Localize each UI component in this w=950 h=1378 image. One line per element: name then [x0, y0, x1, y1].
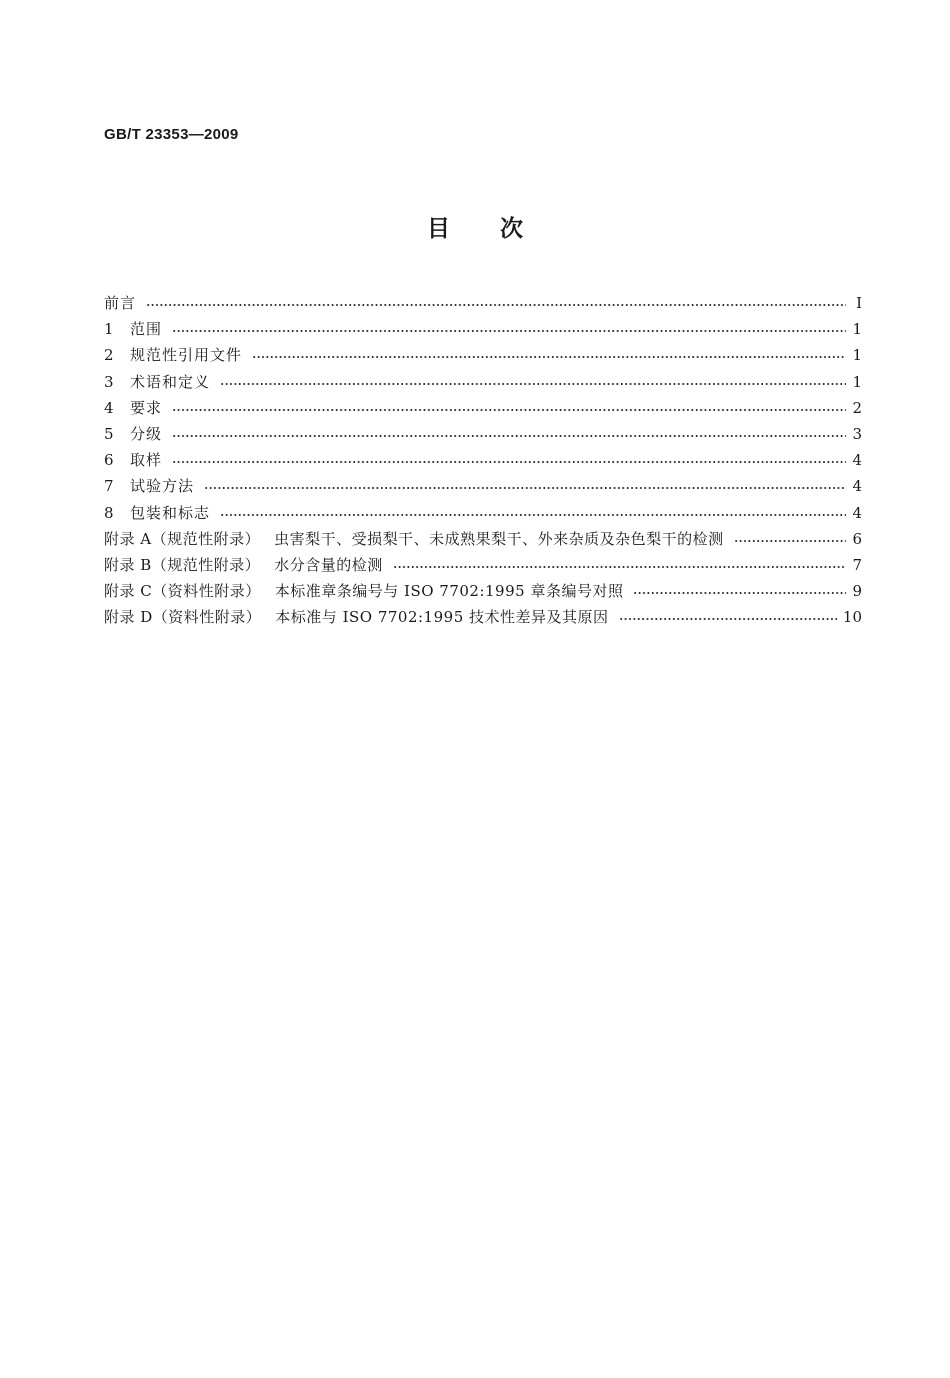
standard-code: GB/T 23353—2009: [104, 126, 239, 143]
toc-entry-8[interactable]: [104, 500, 862, 526]
dot-leader: [172, 330, 846, 332]
toc-entry-number: 3: [104, 372, 114, 391]
toc-entry-appendix-a[interactable]: [104, 526, 862, 552]
toc-entry-appendix-c[interactable]: [104, 578, 862, 604]
toc-entry-label: 要求: [130, 398, 163, 417]
toc-entry-label: 范围: [130, 320, 163, 339]
toc-entry-page: 10: [842, 608, 862, 627]
appendix-title: 本标准与 ISO 7702:1995 技术性差异及其原因: [275, 608, 609, 627]
toc-entry-page: 2: [852, 398, 862, 417]
toc-entry-page: 4: [852, 503, 862, 522]
toc-entry-page: 1: [852, 320, 862, 339]
dot-leader: [220, 514, 846, 516]
toc-entry-number: 1: [104, 320, 114, 339]
toc-entry-number: 6: [104, 451, 114, 470]
toc-entry-page: 7: [852, 555, 862, 574]
toc-entry-page: 4: [852, 477, 862, 496]
toc-entry-page: Ⅰ: [856, 294, 862, 313]
toc-entry-page: 1: [852, 346, 862, 365]
toc-entry-number: 4: [104, 398, 114, 417]
toc-entry-number: 5: [104, 425, 114, 444]
toc-entry-1[interactable]: [104, 316, 862, 342]
dot-leader: [220, 383, 846, 385]
dot-leader: [252, 356, 846, 358]
toc-entry-label: 规范性引用文件: [130, 346, 243, 365]
toc-entry-7[interactable]: [104, 473, 862, 499]
appendix-title: 虫害梨干、受损梨干、未成熟果梨干、外来杂质及杂色梨干的检测: [274, 529, 724, 548]
appendix-label: 附录 A（规范性附录）: [104, 529, 261, 548]
toc-entry-number: 2: [104, 346, 114, 365]
toc-entry-page: 3: [852, 425, 862, 444]
toc-entry-number: 8: [104, 503, 114, 522]
appendix-label: 附录 D（资料性附录）: [104, 608, 262, 627]
toc-entry-5[interactable]: [104, 421, 862, 447]
toc-entry-label: 分级: [130, 425, 163, 444]
dot-leader: [172, 461, 846, 463]
appendix-label: 附录 C（资料性附录）: [104, 582, 261, 601]
dot-leader: [146, 304, 846, 306]
dot-leader: [204, 487, 846, 489]
dot-leader: [633, 592, 846, 594]
page-title: 目次: [427, 216, 573, 242]
toc-entry-number: 7: [104, 477, 114, 496]
toc-entry-label: 前言: [104, 294, 137, 313]
toc-entry-appendix-b[interactable]: [104, 552, 862, 578]
toc-entry-appendix-d[interactable]: [104, 604, 862, 630]
toc-entry-page: 6: [852, 529, 862, 548]
toc-entry-page: 9: [852, 582, 862, 601]
toc-entry-foreword[interactable]: [104, 290, 862, 316]
toc-entry-label: 术语和定义: [130, 372, 211, 391]
toc-entry-label: 取样: [130, 451, 163, 470]
appendix-label: 附录 B（规范性附录）: [104, 555, 261, 574]
toc-entry-page: 4: [852, 451, 862, 470]
table-of-contents: [104, 290, 862, 630]
toc-entry-6[interactable]: [104, 447, 862, 473]
toc-entry-label: 包装和标志: [130, 503, 211, 522]
toc-entry-page: 1: [852, 372, 862, 391]
appendix-title: 本标准章条编号与 ISO 7702:1995 章条编号对照: [274, 582, 624, 601]
toc-entry-label: 试验方法: [130, 477, 195, 496]
dot-leader: [734, 540, 846, 542]
dot-leader: [619, 618, 837, 620]
toc-entry-3[interactable]: [104, 369, 862, 395]
dot-leader: [393, 566, 846, 568]
appendix-title: 水分含量的检测: [274, 555, 383, 574]
toc-entry-4[interactable]: [104, 395, 862, 421]
dot-leader: [172, 409, 846, 411]
toc-entry-2[interactable]: [104, 342, 862, 368]
dot-leader: [172, 435, 846, 437]
